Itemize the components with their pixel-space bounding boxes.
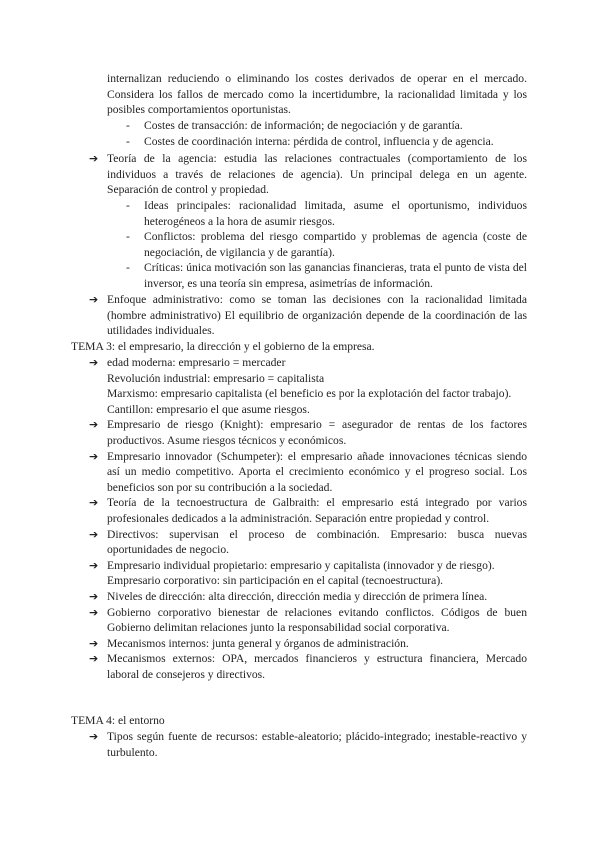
bullet-item: ➔ Empresario innovador (Schumpeter): el empresario añade innovaciones técnicas siendo así un medio competitivo. Aporta el crecimiento económico y el progreso social. Los beneficios son por su contribución a la sociedad. (89, 449, 527, 494)
arrow-icon: ➔ (89, 652, 99, 666)
arrow-icon: ➔ (89, 418, 99, 432)
dash-item: - Conflictos: problema del riesgo compartido y problemas de agencia (coste de negociación, de vigilancia y de garantía). (126, 230, 527, 259)
bullet-item: ➔ Directivos: supervisan el proceso de combinación. Empresario: busca nuevas oportunidades de negocio. (89, 527, 527, 557)
intro-paragraph: internalizan reduciendo o eliminando los costes derivados de operar en el mercado. Considera los fallos de mercado como la incertidumbre, la racionalidad limitada y los posibles comportamientos oportunistas. (107, 72, 527, 117)
bullet-item: ➔ Niveles de dirección: alta dirección, dirección media y dirección de primera línea. (89, 589, 488, 603)
bullet-item: ➔ Mecanismos internos: junta general y órganos de administración. (89, 636, 409, 650)
agencia-bullet (89, 151, 527, 198)
bullet-item: ➔ Teoría de la tecnoestructura de Galbraith: el empresario está integrado por varios profesionales dedicados a la administración. Separación entre propiedad y control. (89, 496, 527, 525)
dash-item: - Críticas: única motivación son las ganancias financieras, trata el punto de vista del inversor, es una teoría sin empresa, asimetrías de información. (126, 261, 527, 290)
arrow-icon: ➔ (89, 558, 99, 572)
intro-dash-list (126, 118, 527, 149)
bullet-item: ➔ edad moderna: empresario = mercader Revolución industrial: empresario = capitalista Marxismo: empresario capitalista (el beneficio es por la explotación del factor trabajo). Cantillon: empresario el que asume riesgos. (89, 356, 512, 416)
dash-item: - Ideas principales: racionalidad limitada, asume el oportunismo, individuos heterogéneos a la hora de asumir riesgos. (126, 199, 527, 228)
arrow-icon: ➔ (89, 293, 99, 306)
bullet-item: ➔ Gobierno corporativo bienestar de relaciones evitando conflictos. Códigos de buen Gobierno delimitan relaciones junto la responsabilidad social corporativa. (89, 605, 527, 635)
arrow-icon: ➔ (89, 527, 99, 541)
bullet-item: ➔ Tipos según fuente de recursos: estable-aleatorio; plácido-integrado; inestable-reactivo y turbulento. (89, 730, 527, 759)
bullet-item: ➔ Enfoque administrativo: como se toman las decisiones con la racionalidad limitada (hombre administrativo) El equilibrio de organización depende de la coordinación de las utilidades individuales. (89, 293, 527, 338)
tema3-list (89, 355, 527, 682)
dash-item: - Costes de transacción: de información; de negociación y de garantía. (126, 119, 463, 132)
tema4-title: TEMA 4: el entorno (71, 714, 165, 727)
arrow-icon: ➔ (89, 636, 99, 650)
agencia-dash-list (126, 198, 527, 292)
arrow-icon: ➔ (89, 496, 99, 510)
bullet-item: ➔ Teoría de la agencia: estudia las relaciones contractuales (comportamiento de los individuos a través de relaciones de agencia). Un principal delega en un agente. Separación de control y propiedad. (89, 152, 527, 197)
arrow-icon: ➔ (89, 152, 99, 165)
arrow-icon: ➔ (89, 449, 99, 463)
arrow-icon: ➔ (89, 605, 99, 619)
tema4-list (89, 729, 527, 760)
administrativo-bullet (89, 292, 527, 339)
bullet-item: ➔ Empresario individual propietario: empresario y capitalista (innovador y de riesgo). Empresario corporativo: sin participación en el capital (tecnoestructura). (89, 558, 495, 588)
dash-item: - Costes de coordinación interna: pérdida de control, influencia y de agencia. (126, 134, 494, 148)
tema3-title: TEMA 3: el empresario, la dirección y el gobierno de la empresa. (71, 340, 375, 353)
bullet-item: ➔ Mecanismos externos: OPA, mercados financieros y estructura financiera, Mercado laboral de consejeros y directivos. (89, 652, 527, 681)
arrow-icon: ➔ (89, 730, 99, 743)
bullet-item: ➔ Empresario de riesgo (Knight): empresario = asegurador de rentas de los factores productivos. Asume riesgos técnicos y económicos. (89, 418, 527, 447)
arrow-icon: ➔ (89, 589, 99, 603)
arrow-icon: ➔ (89, 356, 99, 369)
